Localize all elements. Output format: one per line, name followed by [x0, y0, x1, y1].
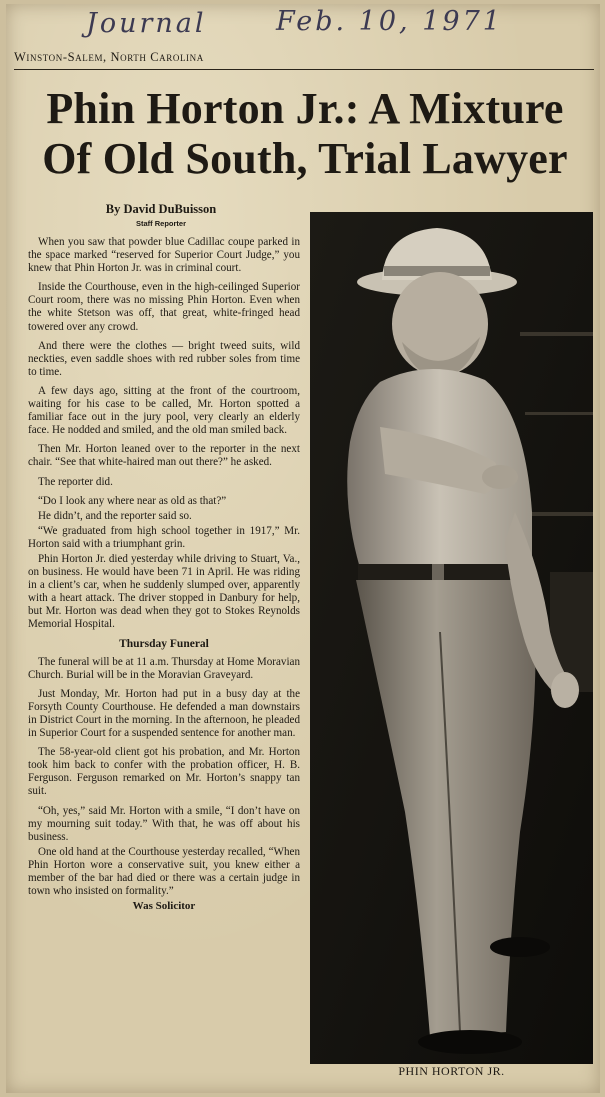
paragraph: One old hand at the Courthouse yesterday recalled, “When Phin Horton wore a conservative suit, you knew either a member of the bar had died or there was a certain judge in town who insisted on formality.” — [28, 845, 300, 898]
paragraph: Phin Horton Jr. died yesterday while driving to Stuart, Va., on business. He would have been 71 in April. He was riding in a client’s car, when he suddenly slumped over, apparently with a heart attack. The driver stopped in Danbury for help, but Mr. Horton was dead when they got to Stokes Reynolds Memorial Hospital. — [28, 552, 300, 631]
paragraph: Then Mr. Horton leaned over to the reporter in the next chair. “See that white-haired man out there?” he asked. — [28, 443, 300, 469]
handwritten-date: Feb. 10, 1971 — [276, 6, 503, 37]
paragraph: When you saw that powder blue Cadillac coupe parked in the space marked “reserved for Superior Court Judge,” you knew that Phin Horton Jr. was in criminal court. — [28, 236, 300, 275]
subhead: Thursday Funeral — [119, 637, 209, 650]
headline-line-2: Of Old South, Trial Lawyer — [42, 134, 568, 183]
continuation-subhead: Was Solicitor — [132, 900, 196, 913]
article-body — [28, 236, 300, 913]
paragraph: The funeral will be at 11 a.m. Thursday at Home Moravian Church. Burial will be in the Moravian Graveyard. — [28, 655, 300, 681]
portrait-illustration — [310, 212, 593, 1064]
paragraph: And there were the clothes — bright tweed suits, wild neckties, even saddle shoes with red rubber soles from time to time. — [28, 339, 300, 378]
handwritten-annotation — [76, 6, 516, 46]
byline: By David DuBuisson — [105, 202, 217, 216]
paragraph: The 58-year-old client got his probation, and Mr. Horton took him back to confer with the probation officer, H. B. Ferguson. Ferguson remarked on Mr. Horton’s snappy tan suit. — [28, 746, 300, 798]
portrait-photo — [310, 212, 593, 1064]
newspaper-clipping — [6, 4, 600, 1093]
paragraph: “Do I look any where near as old as that?” — [38, 494, 227, 507]
photo-caption: PHIN HORTON JR. — [398, 1064, 505, 1078]
paragraph: “Oh, yes,” said Mr. Horton with a smile, “I don’t have on my mourning suit today.” With that, he was off about his business. — [28, 804, 300, 843]
byline-role: Staff Reporter — [135, 219, 186, 228]
paragraph: The reporter did. — [38, 475, 113, 488]
handwritten-publication: Journal — [86, 8, 207, 39]
paragraph: A few days ago, sitting at the front of the courtroom, waiting for his case to be called, Mr. Horton spotted a familiar face out in the jury pool, very clearly an elderly face. He nodded and smiled, and the old man smiled back. — [28, 384, 300, 437]
paragraph: He didn’t, and the reporter said so. — [38, 509, 192, 522]
headline — [12, 84, 598, 184]
paragraph: “We graduated from high school together in 1917,” Mr. Horton said with a triumphant grin. — [28, 524, 300, 550]
paragraph: Just Monday, Mr. Horton had put in a busy day at the Forsyth County Courthouse. He defended a man downstairs in District Court in the morning. In the afternoon, he pleaded in Superior Court for a suspended sentence for another man. — [28, 687, 300, 740]
dateline: Winston-Salem, North Carolina — [14, 50, 594, 70]
paragraph: Inside the Courthouse, even in the high-ceilinged Superior Court room, there was no missing Phin Horton. Even when the white Stetson was off, that great, white-fringed head towered over any crowd. — [28, 281, 300, 333]
headline-line-1: Phin Horton Jr.: A Mixture — [46, 84, 564, 133]
